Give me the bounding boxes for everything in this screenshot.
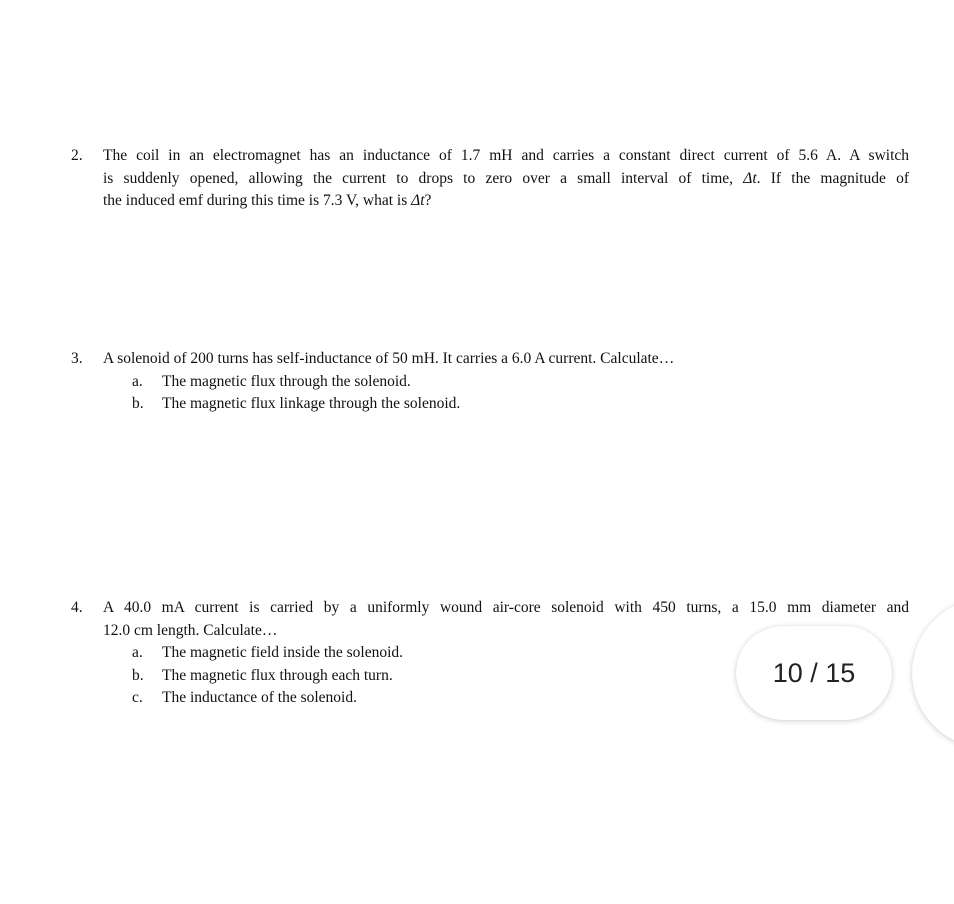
part-text: The magnetic field inside the solenoid. <box>162 644 404 661</box>
page-indicator[interactable] <box>736 626 892 720</box>
part-text: The inductance of the solenoid. <box>162 689 357 706</box>
question-number: 2. <box>71 147 83 164</box>
part-text: The magnetic flux linkage through the solenoid. <box>162 395 461 412</box>
question-3 <box>0 348 954 416</box>
question-3-stem: A solenoid of 200 turns has self-inductance of 50 mH. It carries a 6.0 A current. Calculate… <box>103 350 675 367</box>
question-3-row <box>0 348 954 371</box>
page-indicator-label: 10 / 15 <box>772 657 856 688</box>
question-2 <box>0 145 954 213</box>
question-3-text <box>103 348 909 371</box>
question-3-part-a <box>0 371 954 394</box>
delta-t-symbol: Δt <box>743 169 757 187</box>
question-2-row <box>0 145 954 213</box>
part-letter: a. <box>132 372 143 390</box>
question-number: 3. <box>71 350 83 367</box>
part-letter: c. <box>132 689 143 706</box>
question-4-line-2: 12.0 cm length. Calculate… <box>103 621 278 639</box>
part-letter: a. <box>132 644 143 661</box>
part-letter: b. <box>132 666 144 684</box>
part-text: The magnetic flux through the solenoid. <box>162 372 411 390</box>
question-4-line-1: A 40.0 mA current is carried by a uniformly wound air-core solenoid with 450 turns, a 15.0 mm diameter and <box>103 599 909 616</box>
delta-t-symbol: Δt <box>411 192 425 209</box>
part-letter: b. <box>132 395 144 412</box>
question-2-line-1: The coil in an electromagnet has an inductance of 1.7 mH and carries a constant direct current of 5.6 A. A switch <box>103 147 909 164</box>
question-2-text <box>103 145 909 213</box>
question-3-part-b <box>0 393 954 416</box>
question-2-line-3: the induced emf during this time is 7.3 V, what is Δt? <box>103 192 432 209</box>
question-number: 4. <box>71 599 83 616</box>
part-text: The magnetic flux through each turn. <box>162 666 393 684</box>
question-2-line-2: is suddenly opened, allowing the current to drops to zero over a small interval of time, Δt. If the magnitude of <box>103 169 909 187</box>
